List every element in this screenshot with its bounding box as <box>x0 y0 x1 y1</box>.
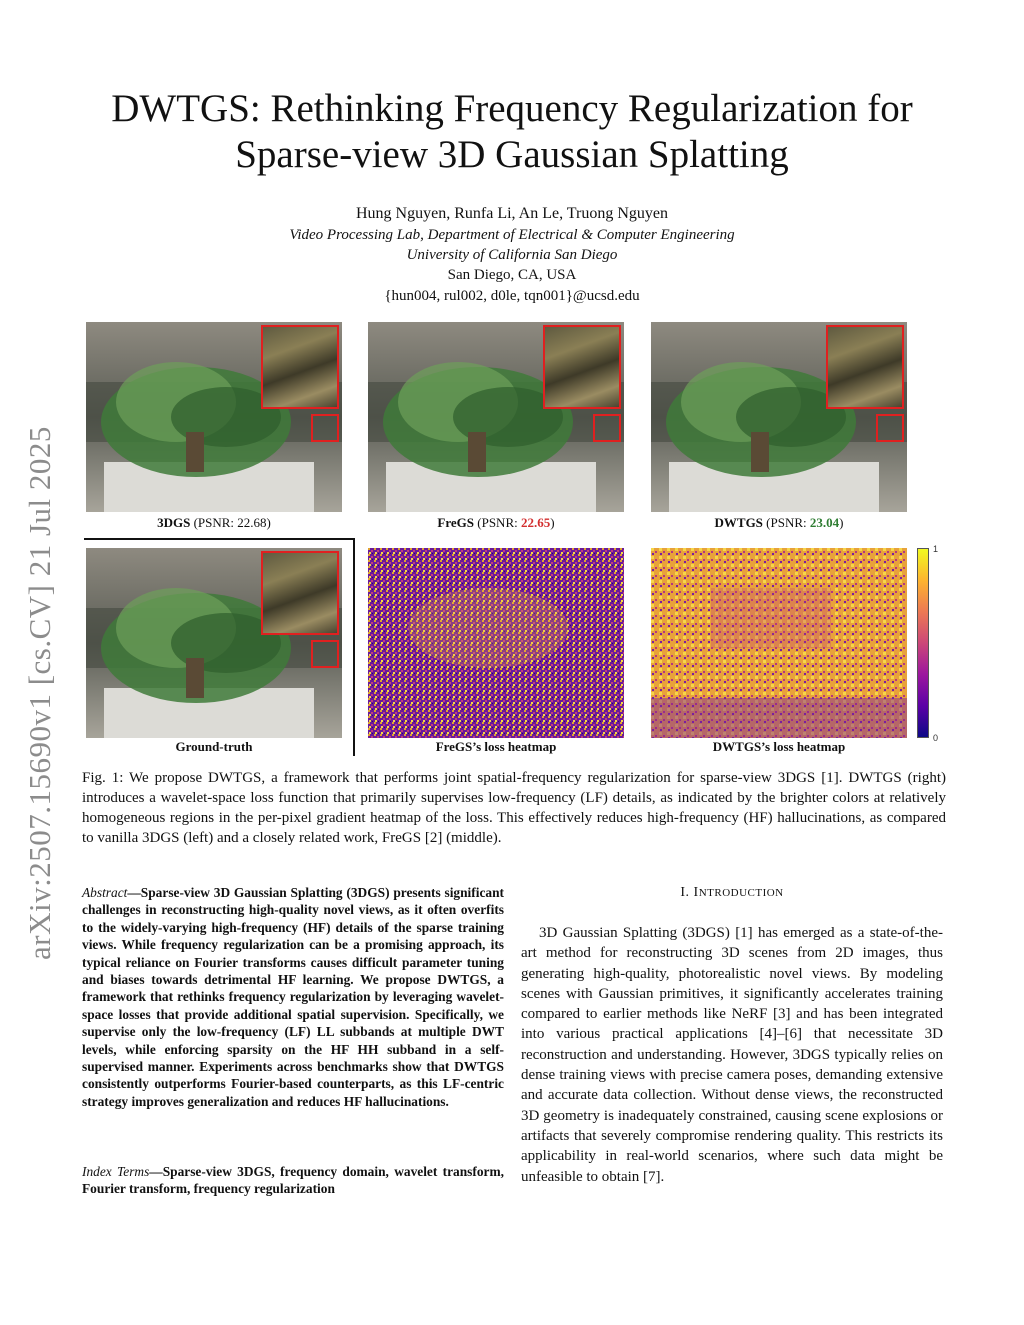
fregs-loss-heatmap <box>368 548 624 738</box>
introduction-text: 3D Gaussian Splatting (3DGS) [1] has emerged as a state-of-the-art method for reconstructing 3D scenes from 2D images, thus generating high-quality, photorealistic novel views. By modeling scenes with Gaussian primitives, it significantly accelerates training compared to earlier methods like NeRF [3] and has been integrated into various practical applications [4]–[6] that necessitate 3D reconstruction and understanding. However, 3DGS typically relies on dense training views with precise camera poses, demanding extensive and accurate data collection. Without dense views, the reconstructed 3D geometry is inadequately constrained, causing scene explosions or artifacts that severely compromise rendering quality. This restricts its applicability in real-world scenarios, where such data might be unfeasible to obtain [7]. <box>521 925 943 1185</box>
figure-divider-horizontal <box>84 538 354 540</box>
section-heading: I. INTRODUCTION <box>680 885 784 900</box>
zoom-inset <box>261 325 339 409</box>
zoom-inset <box>543 325 621 409</box>
colorbar-min-label: 0 <box>933 733 939 743</box>
render-dwtgs <box>651 322 907 512</box>
arxiv-stamp: arXiv:2507.15690v1 [cs.CV] 21 Jul 2025 <box>22 426 57 960</box>
caption-fregs-heatmap: FreGS’s loss heatmap <box>435 739 557 754</box>
figure-divider-vertical <box>353 538 355 756</box>
caption-dwtgs: DWTGS (PSNR: 23.04) <box>714 515 844 530</box>
heatmap-colorbar <box>917 548 929 738</box>
zoom-region-box <box>876 414 904 442</box>
paper-title: DWTGS: Rethinking Frequency Regularization for Sparse-view 3D Gaussian Splatting <box>111 87 913 176</box>
ground-truth-image <box>86 548 342 738</box>
authors: Hung Nguyen, Runfa Li, An Le, Truong Nguyen <box>356 205 668 222</box>
abstract <box>82 884 504 1110</box>
index-terms-text: —Sparse-view 3DGS, frequency domain, wavelet transform, Fourier transform, frequency regularization <box>82 1164 504 1197</box>
render-3dgs <box>86 322 342 512</box>
affiliation-university: University of California San Diego <box>406 247 618 263</box>
zoom-region-box <box>311 640 339 668</box>
index-terms <box>82 1163 504 1198</box>
colorbar-max-label: 1 <box>933 544 939 554</box>
caption-ground-truth: Ground-truth <box>175 739 253 754</box>
caption-fregs: FreGS (PSNR: 22.65) <box>437 515 555 530</box>
zoom-region-box <box>593 414 621 442</box>
abstract-text: —Sparse-view 3D Gaussian Splatting (3DGS) presents significant challenges in reconstructing high-quality novel views, as it often overfits to the widely-varying high-frequency (HF) details of the sparse training views. While frequency regularization can be a promising approach, its typical reliance on Fourier transforms causes difficult parameter tuning and biases towards detrimental HF learning. We propose DWTGS, a framework that rethinks frequency regularization by leveraging wavelet-space losses that provide additional spatial supervision. Specifically, we supervise only the low-frequency (LF) LL subbands at multiple DWT levels, while enforcing sparsity on the HF HH subband in a self-supervised manner. Experiments across benchmarks show that DWTGS consistently outperforms Fourier-based counterparts, as this LF-centric strategy improves generalization and reduces HF hallucinations. <box>82 885 504 1109</box>
affiliation-lab: Video Processing Lab, Department of Electrical & Computer Engineering <box>289 227 735 243</box>
author-emails: {hun004, rul002, d0le, tqn001}@ucsd.edu <box>384 288 640 304</box>
zoom-inset <box>261 551 339 635</box>
caption-dwtgs-heatmap: DWTGS’s loss heatmap <box>712 739 846 754</box>
affiliation-city: San Diego, CA, USA <box>447 267 577 283</box>
index-terms-label: Index Terms <box>82 1164 150 1179</box>
abstract-label: Abstract <box>82 885 128 900</box>
figure-caption: Fig. 1: We propose DWTGS, a framework that performs joint spatial-frequency regularization for sparse-view 3DGS [1]. DWTGS (right) introduces a wavelet-space loss function that primarily supervises low-frequency (LF) details, as indicated by the brighter colors at relatively homogeneous regions in the per-pixel gradient heatmap of the loss. This effectively reduces high-frequency (HF) hallucinations, as compared to vanilla 3DGS (left) and a closely related work, FreGS [2] (middle). <box>82 770 946 846</box>
zoom-inset <box>826 325 904 409</box>
caption-3dgs: 3DGS (PSNR: 22.68) <box>157 515 271 530</box>
render-fregs <box>368 322 624 512</box>
zoom-region-box <box>311 414 339 442</box>
dwtgs-loss-heatmap <box>651 548 907 738</box>
